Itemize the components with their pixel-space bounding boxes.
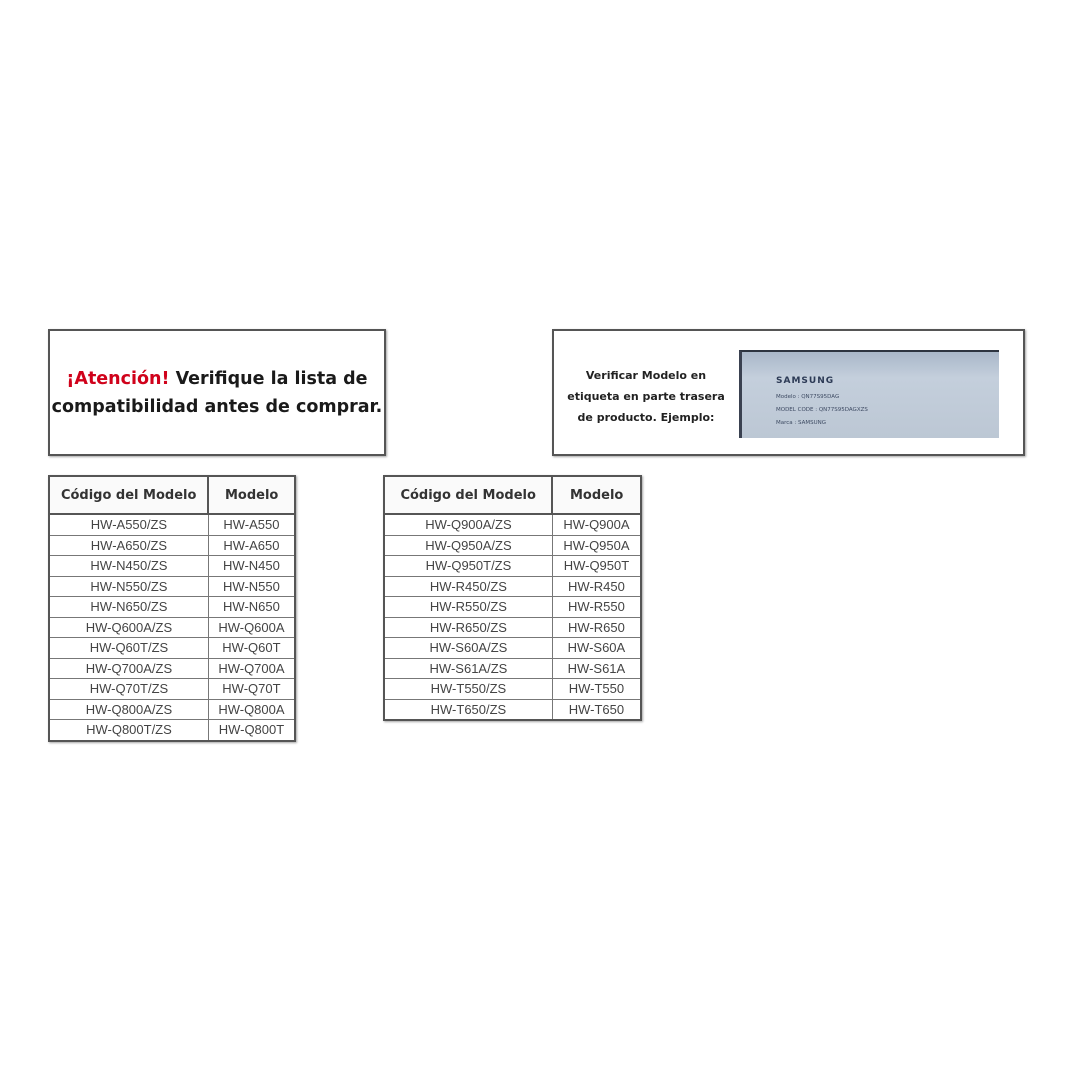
model-cell: HW-Q600A xyxy=(208,617,295,638)
model-cell: HW-A550 xyxy=(208,514,295,535)
model-cell: HW-Q800A xyxy=(208,699,295,720)
attention-line1: Verifique la lista de xyxy=(169,368,368,389)
table-row xyxy=(49,617,295,638)
model-code-cell: HW-Q600A/ZS xyxy=(49,617,208,638)
model-code-cell: HW-Q900A/ZS xyxy=(384,514,552,535)
model-cell: HW-Q900A xyxy=(552,514,641,535)
model-cell: HW-R550 xyxy=(552,597,641,618)
model-cell: HW-Q950T xyxy=(552,556,641,577)
model-cell: HW-S60A xyxy=(552,638,641,659)
model-code-cell: HW-A650/ZS xyxy=(49,535,208,556)
table-row xyxy=(384,658,641,679)
model-code-cell: HW-N550/ZS xyxy=(49,576,208,597)
table-row xyxy=(384,556,641,577)
model-cell: HW-T650 xyxy=(552,699,641,720)
table-row xyxy=(49,576,295,597)
model-code-cell: HW-Q60T/ZS xyxy=(49,638,208,659)
product-label-image xyxy=(739,350,999,438)
model-code-cell: HW-R650/ZS xyxy=(384,617,552,638)
table-row xyxy=(49,597,295,618)
table-row xyxy=(384,576,641,597)
table-row xyxy=(384,514,641,535)
model-cell: HW-Q700A xyxy=(208,658,295,679)
table-row xyxy=(49,679,295,700)
verify-line1: Verificar Modelo en xyxy=(585,369,707,382)
model-code-cell: HW-Q700A/ZS xyxy=(49,658,208,679)
table-row xyxy=(384,617,641,638)
label-modelo-line: Modelo : QN77S95DAG xyxy=(776,394,840,400)
attention-line2: compatibilidad antes de comprar. xyxy=(51,396,383,417)
verify-instructions xyxy=(556,365,736,428)
model-cell: HW-Q950A xyxy=(552,535,641,556)
table-row xyxy=(384,535,641,556)
model-cell: HW-N550 xyxy=(208,576,295,597)
model-code-cell: HW-S61A/ZS xyxy=(384,658,552,679)
compatibility-table-left xyxy=(48,475,296,742)
table-row xyxy=(384,597,641,618)
model-code-cell: HW-Q70T/ZS xyxy=(49,679,208,700)
model-cell: HW-T550 xyxy=(552,679,641,700)
attention-highlight: ¡Atención! xyxy=(66,368,170,389)
attention-message xyxy=(52,365,383,421)
column-header-model: Modelo xyxy=(208,476,295,514)
table-row xyxy=(49,720,295,741)
table-row xyxy=(49,699,295,720)
model-code-cell: HW-R550/ZS xyxy=(384,597,552,618)
model-code-cell: HW-N650/ZS xyxy=(49,597,208,618)
model-code-cell: HW-T550/ZS xyxy=(384,679,552,700)
model-cell: HW-S61A xyxy=(552,658,641,679)
model-cell: HW-Q70T xyxy=(208,679,295,700)
model-code-cell: HW-Q950T/ZS xyxy=(384,556,552,577)
compatibility-table-right xyxy=(383,475,642,721)
model-code-cell: HW-T650/ZS xyxy=(384,699,552,720)
model-cell: HW-A650 xyxy=(208,535,295,556)
model-code-cell: HW-Q950A/ZS xyxy=(384,535,552,556)
model-cell: HW-R650 xyxy=(552,617,641,638)
label-marca-line: Marca : SAMSUNG xyxy=(776,420,826,426)
label-brand: SAMSUNG xyxy=(776,376,835,386)
table-row xyxy=(384,638,641,659)
table-header-row xyxy=(384,476,641,514)
table-header-row xyxy=(49,476,295,514)
model-code-cell: HW-S60A/ZS xyxy=(384,638,552,659)
attention-notice xyxy=(48,329,386,456)
model-cell: HW-R450 xyxy=(552,576,641,597)
column-header-model: Modelo xyxy=(552,476,641,514)
model-cell: HW-N650 xyxy=(208,597,295,618)
label-model-code-line: MODEL CODE : QN77S95DAGXZS xyxy=(776,407,868,413)
model-cell: HW-Q800T xyxy=(208,720,295,741)
table-row xyxy=(49,535,295,556)
model-code-cell: HW-R450/ZS xyxy=(384,576,552,597)
table-row xyxy=(49,638,295,659)
column-header-code: Código del Modelo xyxy=(49,476,208,514)
table-row xyxy=(384,699,641,720)
model-code-cell: HW-Q800T/ZS xyxy=(49,720,208,741)
model-code-cell: HW-N450/ZS xyxy=(49,556,208,577)
table-row xyxy=(49,556,295,577)
table-row xyxy=(49,514,295,535)
verify-line3: de producto. Ejemplo: xyxy=(577,411,715,424)
column-header-code: Código del Modelo xyxy=(384,476,552,514)
verify-line2: etiqueta en parte trasera xyxy=(567,390,725,403)
table-row xyxy=(49,658,295,679)
verify-model-box xyxy=(552,329,1025,456)
model-code-cell: HW-Q800A/ZS xyxy=(49,699,208,720)
model-cell: HW-N450 xyxy=(208,556,295,577)
model-code-cell: HW-A550/ZS xyxy=(49,514,208,535)
model-cell: HW-Q60T xyxy=(208,638,295,659)
table-row xyxy=(384,679,641,700)
